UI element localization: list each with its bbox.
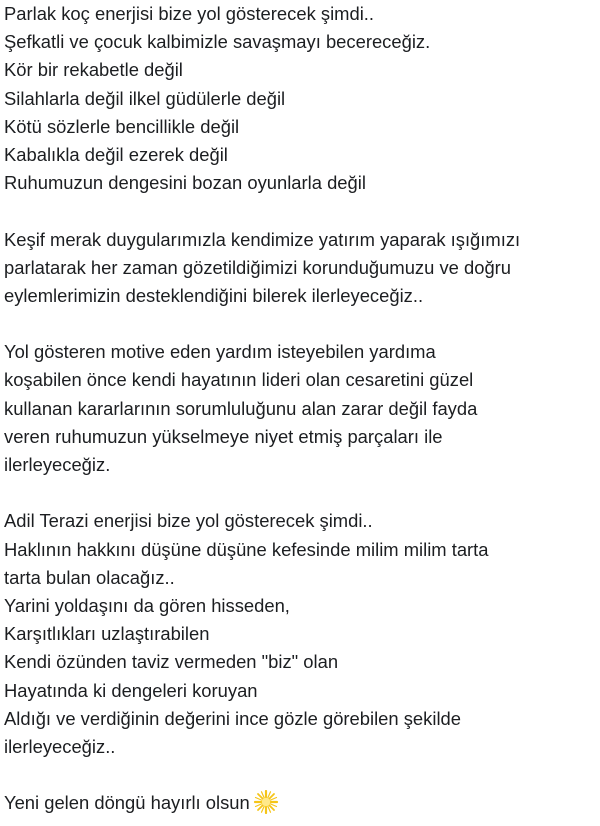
- text-line: koşabilen önce kendi hayatının lideri olan cesaretini güzel: [4, 369, 474, 391]
- text-line: Yarini yoldaşını da gören hisseden,: [4, 594, 290, 616]
- paragraph-spacer: [4, 197, 600, 225]
- text-line: Hayatında ki dengeleri koruyan: [4, 679, 258, 701]
- text-line: Keşif merak duygularımızla kendimize yatırım yaparak ışığımızı: [4, 228, 521, 250]
- text-line: parlatarak her zaman gözetildiğimizi korunduğumuzu ve doğru: [4, 256, 512, 278]
- text-line: Kötü sözlerle bencillikle değil: [4, 115, 240, 137]
- text-line: Kendi özünden taviz vermeden "biz" olan: [4, 651, 339, 673]
- closing-text: Yeni gelen döngü hayırlı olsun: [4, 792, 250, 814]
- paragraph-3: [4, 338, 600, 479]
- text-line: Silahlarla değil ilkel güdülerle değil: [4, 87, 286, 109]
- paragraph-spacer: [4, 761, 600, 789]
- paragraph-4: [4, 507, 600, 761]
- paragraph-1: [4, 0, 600, 197]
- paragraph-2: [4, 226, 600, 311]
- text-line: Karşıtlıkları uzlaştırabilen: [4, 623, 210, 645]
- text-line: Aldığı ve verdiğinin değerini ince gözle görebilen şekilde: [4, 707, 461, 729]
- text-line: Kabalıkla değil ezerek değil: [4, 143, 228, 165]
- text-line: tarta bulan olacağız..: [4, 566, 175, 588]
- paragraph-spacer: [4, 479, 600, 507]
- text-line: Parlak koç enerjisi bize yol gösterecek şimdi..: [4, 3, 375, 24]
- text-line: eylemlerimizin desteklendiğini bilerek ilerleyeceğiz..: [4, 284, 424, 306]
- text-line: Yol gösteren motive eden yardım isteyebilen yardıma: [4, 341, 436, 363]
- closing-line: [4, 789, 600, 817]
- text-line: kullanan kararlarının sorumluluğunu alan zarar değil fayda: [4, 397, 478, 419]
- text-line: Kör bir rekabetle değil: [4, 59, 183, 81]
- text-line: ilerleyeceğiz.: [4, 454, 111, 475]
- text-line: ilerleyeceğiz..: [4, 735, 116, 757]
- text-line: Adil Terazi enerjisi bize yol gösterecek şimdi..: [4, 510, 373, 532]
- paragraph-spacer: [4, 310, 600, 338]
- text-line: veren ruhumuzun yükselmeye niyet etmiş parçaları ile: [4, 425, 443, 447]
- text-line: Ruhumuzun dengesini bozan oyunlarla değil: [4, 172, 366, 194]
- text-line: Şefkatli ve çocuk kalbimizle savaşmayı becereceğiz.: [4, 31, 431, 53]
- text-line: Haklının hakkını düşüne düşüne kefesinde milim milim tarta: [4, 538, 489, 560]
- sparkle-icon: [253, 790, 279, 814]
- closing-text-line: [4, 789, 600, 817]
